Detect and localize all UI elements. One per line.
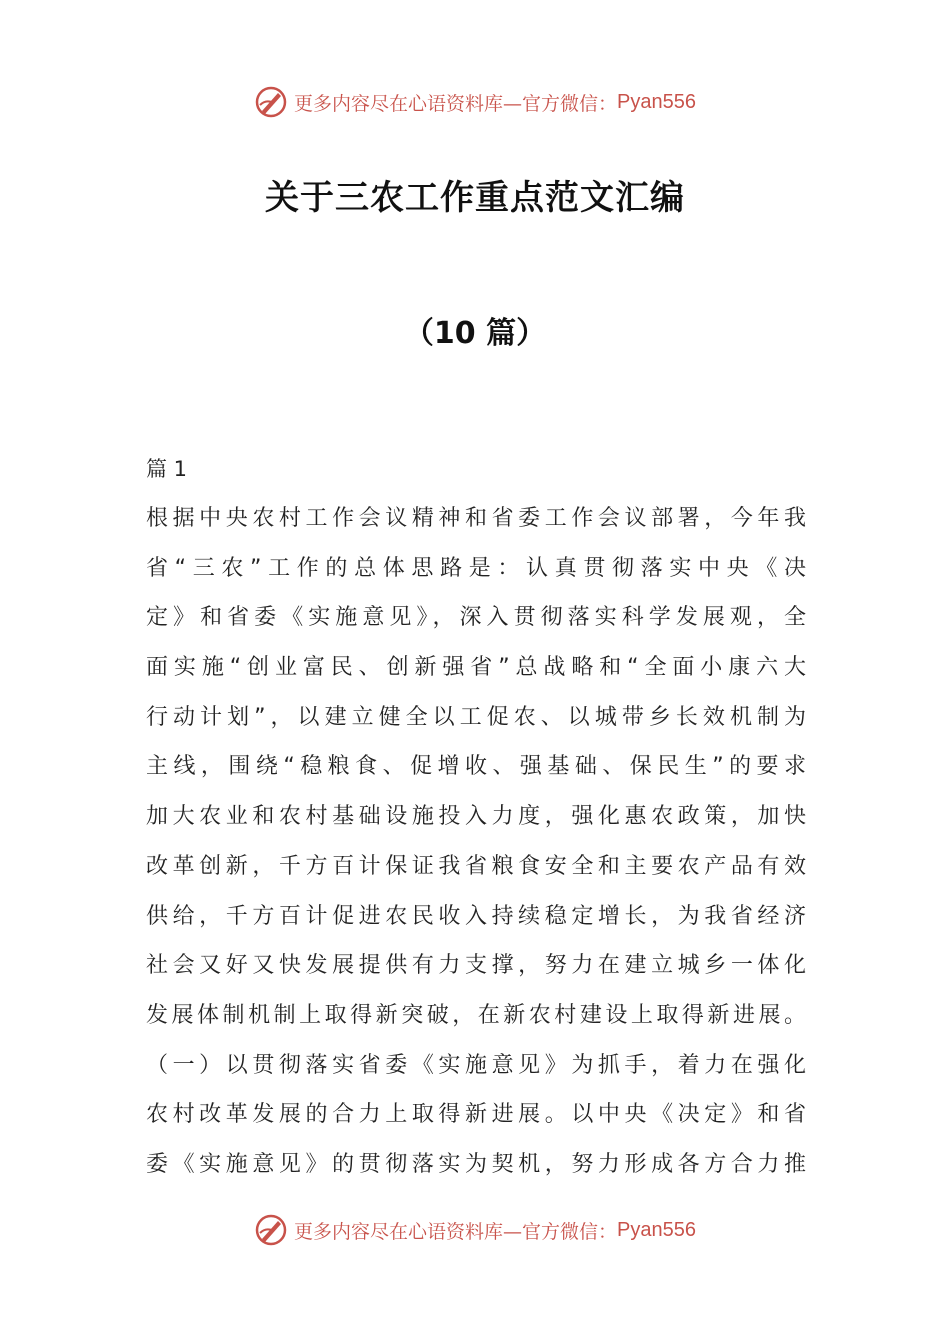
document-title: 关于三农工作重点范文汇编 [265, 178, 685, 218]
header-watermark-banner [0, 82, 950, 122]
document-subtitle: （10 篇） [403, 316, 547, 351]
body-line: 主线，围绕“稳粮食、促增收、强基础、保民生”的要求 [146, 754, 806, 780]
wechat-id: Pyan556 [617, 1218, 696, 1241]
body-text [146, 494, 806, 1190]
body-line: 行动计划”，以建立健全以工促农、以城带乡长效机制为 [146, 704, 806, 730]
body-line: 省“三农”工作的总体思路是：认真贯彻落实中央《决 [146, 555, 806, 581]
watermark-text: 更多内容尽在心语资料库—官方微信： [294, 92, 618, 115]
body-line: 定》和省委《实施意见》，深入贯彻落实科学发展观，全 [146, 605, 806, 631]
body-line: 农村改革发展的合力上取得新进展。以中央《决定》和省 [146, 1102, 806, 1128]
watermark-text: 更多内容尽在心语资料库—官方微信： [294, 1220, 618, 1243]
pen-seal-logo-icon [254, 85, 288, 119]
wechat-id: Pyan556 [617, 90, 696, 113]
footer-watermark-banner [0, 1210, 950, 1250]
body-line: 社会又好又快发展提供有力支撑，努力在建立城乡一体化 [146, 953, 806, 979]
body-line: 根据中央农村工作会议精神和省委工作会议部署，今年我 [146, 506, 806, 531]
body-line: （一）以贯彻落实省委《实施意见》为抓手，着力在强化 [146, 1052, 806, 1078]
body-line: 供给，千方百计促进农民收入持续稳定增长，为我省经济 [146, 903, 806, 929]
body-line: 发展体制机制上取得新突破，在新农村建设上取得新进展。 [146, 1002, 806, 1028]
body-line: 面实施“创业富民、创新强省”总战略和“全面小康六大 [146, 655, 806, 681]
body-line: 改革创新，千方百计保证我省粮食安全和主要农产品有效 [146, 853, 806, 879]
body-line: 加大农业和农村基础设施投入力度，强化惠农政策，加快 [146, 804, 806, 830]
section-heading: 篇 1 [146, 457, 188, 481]
body-line: 委《实施意见》的贯彻落实为契机，努力形成各方合力推 [146, 1151, 806, 1177]
pen-seal-logo-icon [254, 1213, 288, 1247]
